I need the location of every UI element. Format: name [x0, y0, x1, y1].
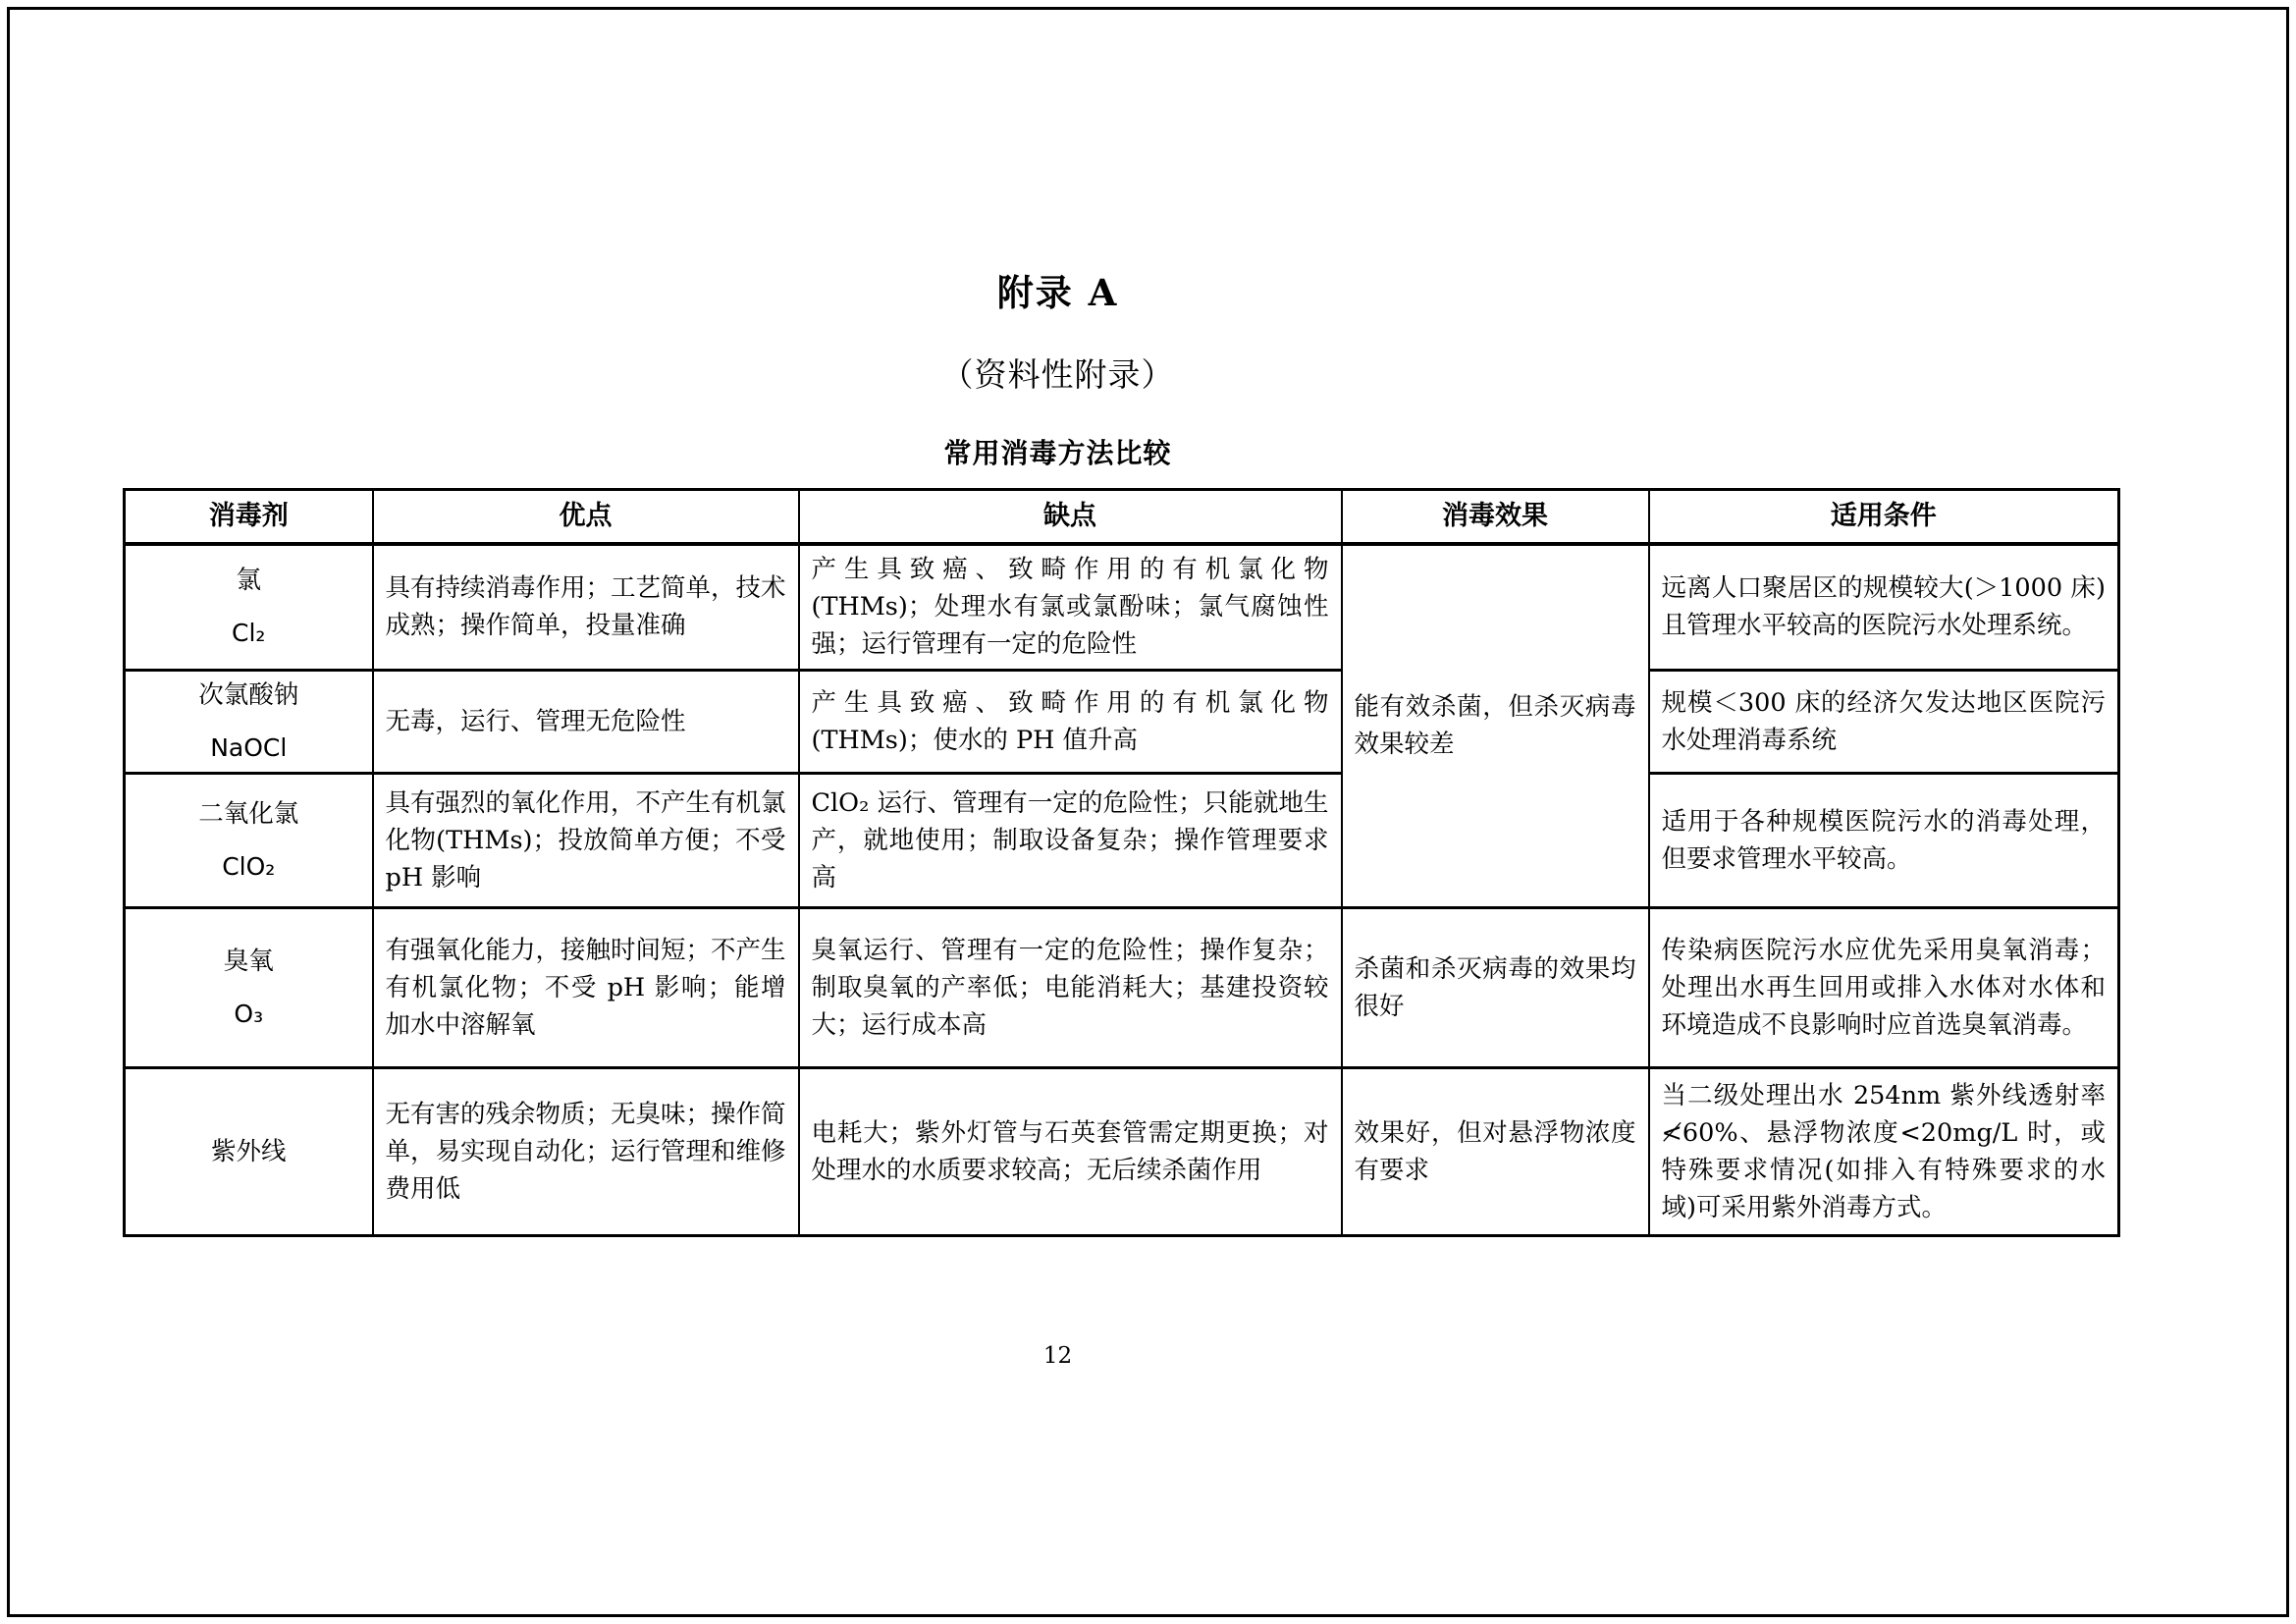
disinfectant-formula: ClO₂ [222, 852, 276, 881]
table-row-ozone [125, 908, 2119, 1068]
header-disadvantages: 缺点 [799, 490, 1342, 544]
cell-disinfectant [125, 544, 373, 671]
cell-disadvantages: 臭氧运行、管理有一定的危险性；操作复杂；制取臭氧的产率低；电能消耗大；基建投资较大；运行成本高 [799, 908, 1342, 1068]
cell-disadvantages: 产生具致癌、致畸作用的有机氯化物(THMs)；处理水有氯或氯酚味；氯气腐蚀性强；运行管理有一定的危险性 [799, 544, 1342, 671]
disinfectant-name: 氯 [236, 566, 261, 596]
table-row-chlorine [125, 544, 2119, 671]
cell-conditions: 适用于各种规模医院污水的消毒处理，但要求管理水平较高。 [1649, 774, 2119, 908]
header-conditions: 适用条件 [1649, 490, 2119, 544]
cell-disinfectant [125, 908, 373, 1068]
cell-conditions: 远离人口聚居区的规模较大(＞1000 床)且管理水平较高的医院污水处理系统。 [1649, 544, 2119, 671]
page-number: 12 [1042, 1343, 1073, 1369]
disinfectant-formula: O₃ [234, 1000, 264, 1028]
disinfectant-name: 次氯酸钠 [198, 680, 299, 710]
cell-advantages: 具有强烈的氧化作用，不产生有机氯化物(THMs)；投放简单方便；不受 pH 影响 [373, 774, 799, 908]
cell-disadvantages: 产生具致癌、致畸作用的有机氯化物(THMs)；使水的 PH 值升高 [799, 671, 1342, 774]
cell-advantages: 具有持续消毒作用；工艺简单，技术成熟；操作简单，投量准确 [373, 544, 799, 671]
cell-effect: 效果好，但对悬浮物浓度有要求 [1342, 1068, 1649, 1236]
disinfectant-formula: Cl₂ [232, 619, 266, 648]
disinfection-comparison-table [123, 488, 2120, 1237]
table-row-ultraviolet [125, 1068, 2119, 1236]
cell-conditions: 规模＜300 床的经济欠发达地区医院污水处理消毒系统 [1649, 671, 2119, 774]
appendix-subtitle: （资料性附录） [940, 355, 1175, 394]
cell-effect-merged: 能有效杀菌，但杀灭病毒效果较差 [1342, 544, 1649, 908]
disinfectant-name: 二氧化氯 [198, 799, 299, 829]
cell-disinfectant [125, 671, 373, 774]
disinfectant-name: 臭氧 [223, 947, 274, 976]
appendix-title: 附录 A [996, 271, 1119, 314]
disinfectant-formula: NaOCl [210, 733, 288, 762]
table-caption: 常用消毒方法比较 [943, 437, 1172, 469]
cell-effect: 杀菌和杀灭病毒的效果均很好 [1342, 908, 1649, 1068]
cell-conditions: 传染病医院污水应优先采用臭氧消毒；处理出水再生回用或排入水体对水体和环境造成不良影响时应首选臭氧消毒。 [1649, 908, 2119, 1068]
cell-advantages: 有强氧化能力，接触时间短；不产生有机氯化物；不受 pH 影响；能增加水中溶解氧 [373, 908, 799, 1068]
cell-advantages: 无有害的残余物质；无臭味；操作简单，易实现自动化；运行管理和维修费用低 [373, 1068, 799, 1236]
header-disinfectant: 消毒剂 [125, 490, 373, 544]
cell-advantages: 无毒，运行、管理无危险性 [373, 671, 799, 774]
disinfectant-name: 紫外线 [210, 1137, 287, 1166]
cell-disinfectant [125, 1068, 373, 1236]
table-header-row [125, 490, 2119, 544]
header-advantages: 优点 [373, 490, 799, 544]
cell-disadvantages: 电耗大；紫外灯管与石英套管需定期更换；对处理水的水质要求较高；无后续杀菌作用 [799, 1068, 1342, 1236]
table-row-sodium-hypochlorite [125, 671, 2119, 774]
table-row-chlorine-dioxide [125, 774, 2119, 908]
cell-disadvantages: ClO₂ 运行、管理有一定的危险性；只能就地生产，就地使用；制取设备复杂；操作管理要求高 [799, 774, 1342, 908]
cell-disinfectant [125, 774, 373, 908]
cell-conditions: 当二级处理出水 254nm 紫外线透射率≮60%、悬浮物浓度<20mg/L 时，或特殊要求情况(如排入有特殊要求的水域)可采用紫外消毒方式。 [1649, 1068, 2119, 1236]
header-effect: 消毒效果 [1342, 490, 1649, 544]
